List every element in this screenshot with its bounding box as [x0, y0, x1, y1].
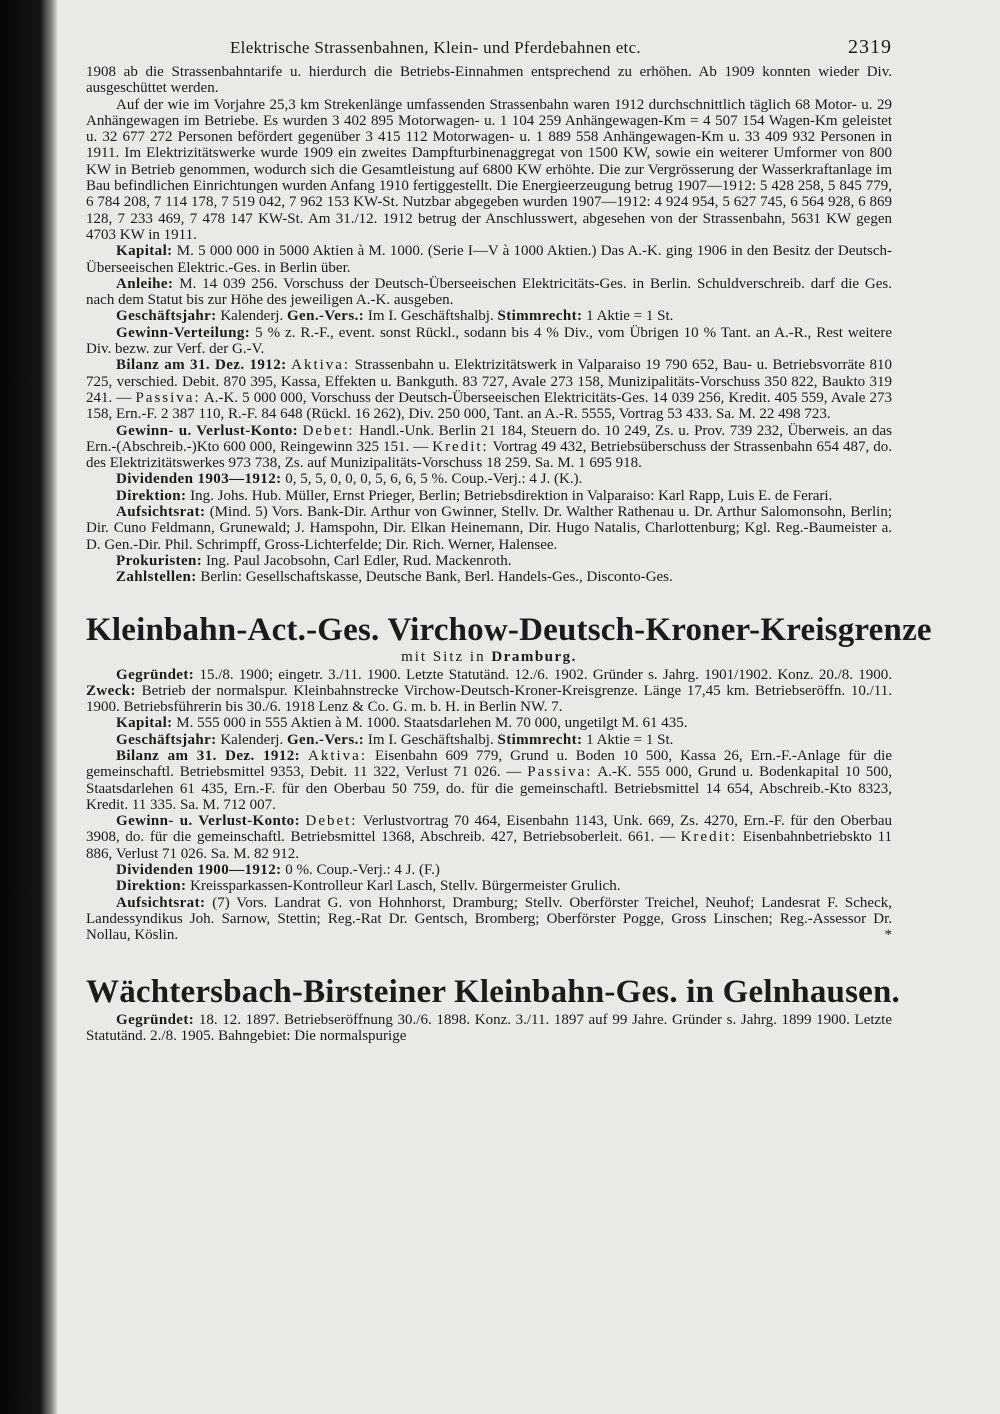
running-title: Elektrische Strassenbahnen, Klein- und Pferdebahnen etc.	[230, 38, 641, 57]
guv-debet: Verlustvortrag 70 464, Eisenbahn 1143, Unk. 669, Zs. 4270, Ern.-F. für den Oberbau 3908, do. für die gemeinschaftl. Betriebsmittel 1368, Abschreib. 427, Betriebsoberleit. 661. —	[86, 813, 893, 846]
gegruendet-text: 18. 12. 1897. Betriebseröffnung 30./6. 1898. Konz. 3./11. 1897 auf 99 Jahre. Gründer s. Jahrg. 1899 1900. Letzte Statutänd. 2./8. 1905. Bahngebiet: Die normalspurige	[86, 1011, 893, 1044]
bilanz-label: Bilanz am 31. Dez. 1912:	[116, 747, 301, 764]
geschaeftsjahr-text: Kalenderj.	[220, 731, 284, 748]
dividenden-text: 0 %. Coup.-Verj.: 4 J. (F.)	[285, 862, 440, 879]
company-title-virchow: Kleinbahn-Act.-Ges. Virchow-Deutsch-Kroner-Kreisgrenze	[86, 611, 932, 648]
direktion-label: Direktion:	[116, 487, 187, 504]
geschaeftsjahr-label: Geschäftsjahr:	[116, 731, 217, 748]
kapital-text: M. 5 000 000 in 5000 Aktien à M. 1000. (Serie I—V à 1000 Aktien.) Das A.-K. ging 1906 in den Besitz der Deutsch-Überseeischen Elektric.-Ges. in Berlin über.	[86, 243, 893, 276]
gegruendet-text: 15./8. 1900; eingetr. 3./11. 1900. Letzte Statutänd. 12./6. 1902. Gründer s. Jahrg. 1901/1902. Konz. 20./8. 1900.	[199, 666, 892, 683]
bilanz-paragraph	[86, 357, 892, 422]
section-virchow	[86, 667, 892, 944]
direktion-paragraph	[86, 878, 892, 894]
kapital-paragraph	[86, 715, 892, 731]
prokuristen-paragraph	[86, 553, 892, 569]
dividenden-paragraph	[86, 471, 892, 487]
anleihe-text: M. 14 039 256. Vorschuss der Deutsch-Überseeischen Elektricitäts-Ges. in Berlin. Schuldverschreib. darf die Ges. nach dem Statut bis zur Höhe des jeweiligen A.-K. ausgeben.	[86, 275, 892, 309]
aufsichtsrat-label: Aufsichtsrat:	[116, 894, 206, 911]
section-valparaiso	[86, 64, 892, 586]
direktion-label: Direktion:	[116, 878, 187, 895]
page-header	[86, 36, 892, 64]
bilanz-passiva: A.-K. 5 000 000, Vorschuss der Deutsch-Überseeischen Elektricitäts-Ges. 14 039 256, Kredit. 405 559, Avale 273 158, Ern.-F. 2 387 110, R.-F. 84 648 (Rückl. 16 262), Div. 250 000, Tant. an A.-R. 5555, Vortrag 53 433. Sa. M. 22 498 723.	[86, 389, 893, 423]
bilanz-label: Bilanz am 31. Dez. 1912:	[116, 357, 287, 374]
guv-debet: Handl.-Unk. Berlin 21 184, Steuern do. 10 249, Zs. u. Prov. 739 232, Überweis. an das Ern.-(Abschreib.-)Kto 600 000, Reingewinn 325 151. —	[86, 422, 893, 455]
kredit-label: Kredit:	[680, 829, 738, 846]
direktion-paragraph	[86, 488, 892, 504]
direktion-text: Ing. Johs. Hub. Müller, Ernst Prieger, Berlin; Betriebsdirektion in Valparaiso: Karl Rapp, Luis E. de Ferari.	[190, 487, 833, 504]
aufsichtsrat-text: (Mind. 5) Vors. Bank-Dir. Arthur von Gwinner, Stellv. Dr. Walther Rathenau u. Dr. Arthur Salomonsohn, Berlin; Dir. Cuno Feldmann, Grunewald; J. Hamspohn, Dir. Elkan Heinemann, Dir. Hugo Natalis, Charlottenburg; Kgl. Reg.-Baumeister a. D. Gen.-Dir. Phil. Schrimpff, Gross-Lichterfelde; Dir. Rich. Werner, Halensee.	[86, 504, 893, 553]
debet-label: Debet:	[302, 422, 355, 439]
kapital-label: Kapital:	[116, 715, 173, 732]
zweck-label: Zweck:	[86, 682, 136, 699]
zahlstellen-text: Berlin: Gesellschaftskasse, Deutsche Bank, Berl. Handels-Ges., Disconto-Ges.	[200, 569, 673, 586]
guv-kredit: Eisenbahnbetriebskto 11 886, Verlust 71 026. Sa. M. 82 912.	[86, 829, 893, 862]
bilanz-aktiva: Eisenbahn 609 779, Grund u. Boden 10 500, Kassa 26, Ern.-F.-Anlage für die gemeinschaftl. Betriebsmittel 9353, Debit. 11 322, Verlust 71 026. —	[86, 747, 893, 781]
debet-label: Debet:	[305, 813, 358, 830]
gen-vers-text: Im I. Geschäftshalbj.	[367, 308, 494, 325]
stimmrecht-text: 1 Aktie = 1 St.	[586, 308, 674, 325]
gegruendet-label: Gegründet:	[116, 1011, 195, 1028]
gen-vers-text: Im I. Geschäftshalbj.	[367, 731, 494, 748]
sitz-prefix: mit Sitz in	[401, 648, 486, 665]
aufsichtsrat-text: (7) Vors. Landrat G. von Hohnhorst, Dramburg; Stellv. Oberförster Treichel, Neuhof; Landesrat F. Scheck, Landessyndikus Joh. Sarnow, Stettin; Reg.-Rat Dr. Gentsch, Bromberg; Oberförster Pogge, Gross Linschen; Reg.-Assessor Dr. Nollau, Köslin.	[86, 894, 893, 944]
geschaeftsjahr-text: Kalenderj.	[220, 308, 284, 325]
kapital-text: M. 555 000 in 555 Aktien à M. 1000. Staatsdarlehen M. 70 000, ungetilgt M. 61 435.	[176, 715, 688, 732]
page	[86, 36, 932, 1044]
geschaeftsjahr-paragraph	[86, 308, 892, 324]
stimmrecht-label: Stimmrecht:	[497, 308, 583, 325]
guv-label: Gewinn- u. Verlust-Konto:	[116, 813, 300, 830]
footnote-star: *	[884, 927, 892, 944]
stimmrecht-label: Stimmrecht:	[497, 731, 583, 748]
aufsichtsrat-paragraph	[86, 895, 892, 944]
passiva-label: Passiva:	[135, 389, 201, 406]
zahlstellen-paragraph	[86, 569, 892, 585]
geschaeftsjahr-label: Geschäftsjahr:	[116, 308, 217, 325]
stimmrecht-text: 1 Aktie = 1 St.	[586, 731, 674, 748]
aktiva-label: Aktiva:	[291, 357, 351, 374]
kredit-label: Kredit:	[432, 438, 489, 455]
anleihe-paragraph	[86, 276, 892, 309]
page-number: 2319	[848, 36, 892, 58]
dividenden-paragraph	[86, 862, 892, 878]
direktion-text: Kreissparkassen-Kontrolleur Karl Lasch, Stellv. Bürgermeister Grulich.	[190, 878, 621, 895]
gewinn-verlust-paragraph	[86, 423, 892, 472]
bilanz-paragraph	[86, 748, 892, 813]
prokuristen-label: Prokuristen:	[116, 552, 203, 569]
aufsichtsrat-paragraph	[86, 504, 892, 553]
prokuristen-text: Ing. Paul Jacobsohn, Carl Edler, Rud. Mackenroth.	[205, 552, 512, 569]
gewinn-verteilung-paragraph	[86, 325, 892, 358]
gen-vers-label: Gen.-Vers.:	[286, 308, 365, 325]
gewinn-verlust-paragraph	[86, 813, 892, 862]
bilanz-aktiva: Strassenbahn u. Elektrizitätswerk in Valparaiso 19 790 652, Bau- u. Betriebsvorräte 810 725, verschied. Debit. 870 395, Kassa, Effekten u. Bankguth. 83 727, Avale 273 158, Munizipalitäts-Vorschuss 350 822, Baukto 319 241. —	[86, 357, 893, 406]
section-waechtersbach	[86, 1012, 892, 1045]
gewinn-verteilung-text: 5 % z. R.-F., event. sonst Rückl., sodann bis 4 % Div., vom Übrigen 10 % Tant. an A.-R., Rest weitere Div. bezw. zur Verf. der G.-V.	[86, 324, 893, 358]
company-seat	[86, 648, 892, 666]
zahlstellen-label: Zahlstellen:	[116, 569, 197, 586]
binding-edge	[0, 0, 58, 1414]
bilanz-passiva: A.-K. 555 000, Grund u. Bodenkapital 10 500, Staatsdarlehen 61 435, Ern.-F. für den Oberbau 50 759, do. für die gemeinschaftl. Betriebsmittel 14 654, Abschreib.-Kto 8323, Kredit. 11 335. Sa. M. 712 007.	[86, 764, 892, 813]
guv-label: Gewinn- u. Verlust-Konto:	[116, 422, 299, 439]
intro-paragraph-2: Auf der wie im Vorjahre 25,3 km Strekenlänge umfassenden Strassenbahn waren 1912 durchschnittlich täglich 68 Motor- u. 29 Anhängewagen im Betriebe. Es wurden 3 402 895 Motorwagen- u. 1 104 259 Anhängewagen-Km = 4 507 154 Wagen-Km geleistet u. 32 677 272 Personen befördert gegenüber 3 415 112 Motorwagen- u. 1 889 558 Anhängewagen-Km u. 33 409 932 Personen in 1911. Im Elektrizitätswerke wurde 1909 ein zweites Dampfturbinenaggregat von 1500 KW, sowie ein weiterer Umformer von 800 KW in Betrieb genommen, wodurch sich die Gesamtleistung auf 6800 KW erhöhte. Die zur Vergrösserung der Wasserkraftanlage im Bau befindlichen Einrichtungen wurden Anfang 1910 fertiggestellt. Die Energieerzeugung betrug 1907—1912: 5 428 258, 5 845 779, 6 784 208, 7 114 178, 7 519 042, 7 962 153 KW-St. Nutzbar abgegeben wurden 1907—1912: 4 924 954, 5 627 745, 6 564 928, 6 869 128, 7 233 469, 7 478 147 KW-St. Am 31./12. 1912 betrug der Anschlusswert, abgesehen von der Strassenbahn, 5631 KW gegen 4703 KW in 1911.	[86, 96, 892, 243]
zweck-text: Betrieb der normalspur. Kleinbahnstrecke Virchow-Deutsch-Kroner-Kreisgrenze. Länge 17,45 km. Betriebseröffn. 10./11. 1900. Betriebsführerin bis 30./6. 1918 Lenz & Co. G. m. b. H. in Berlin NW. 7.	[86, 682, 893, 716]
anleihe-label: Anleihe:	[116, 275, 174, 292]
intro-paragraph-1: 1908 ab die Strassenbahntarife u. hierdurch die Betriebs-Einnahmen entsprechend zu erhöhen. Ab 1909 konnten wieder Div. ausgeschüttet werden.	[86, 64, 892, 97]
kapital-paragraph	[86, 243, 892, 276]
gegruendet-paragraph	[86, 667, 892, 716]
dividenden-text: 0, 5, 5, 0, 0, 0, 5, 6, 6, 5 %. Coup.-Verj.: 4 J. (K.).	[285, 471, 583, 488]
geschaeftsjahr-paragraph	[86, 732, 892, 748]
aufsichtsrat-label: Aufsichtsrat:	[116, 504, 206, 521]
dividenden-label: Dividenden 1900—1912:	[116, 862, 282, 879]
gegruendet-label: Gegründet:	[116, 666, 195, 683]
gewinn-verteilung-label: Gewinn-Verteilung:	[116, 324, 251, 341]
gegruendet-paragraph	[86, 1012, 892, 1045]
gen-vers-label: Gen.-Vers.:	[286, 731, 365, 748]
aktiva-label: Aktiva:	[308, 747, 367, 764]
guv-kredit: Vortrag 49 432, Betriebsüberschuss der Strassenbahn 654 487, do. des Elektrizitätswerkes 973 738, Zs. auf Munizipalitäts-Vorschuss 18 259. Sa. M. 1 695 918.	[86, 438, 892, 472]
passiva-label: Passiva:	[527, 764, 593, 781]
dividenden-label: Dividenden 1903—1912:	[116, 471, 282, 488]
kapital-label: Kapital:	[116, 243, 173, 260]
company-title-waechtersbach: Wächtersbach-Birsteiner Kleinbahn-Ges. in Gelnhausen.	[86, 973, 900, 1010]
sitz-city: Dramburg.	[491, 648, 577, 665]
